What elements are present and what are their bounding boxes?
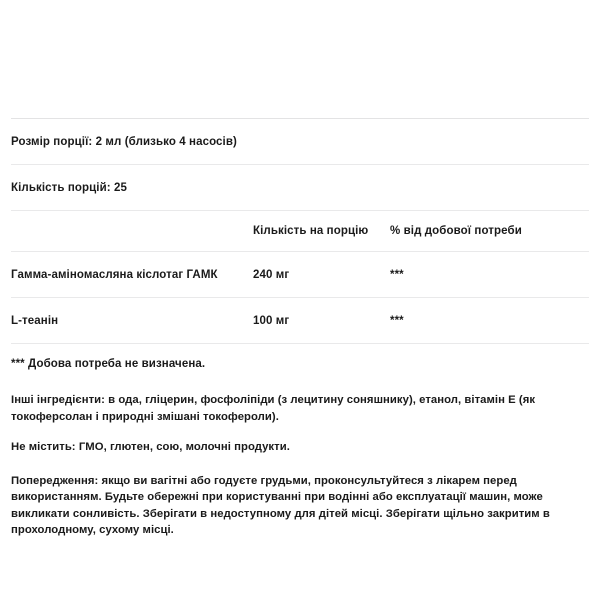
- column-header-percent-daily-value: % від добової потреби: [390, 211, 589, 252]
- ingredient-name: L-теанін: [11, 298, 253, 344]
- other-ingredients-text: Інші інгредієнти: в ода, гліцерин, фосфоліпіди (з лецитину соняшнику), етанол, вітамін E (як токоферсолан і природні змішані токофероли).: [11, 394, 536, 423]
- free-from-text: Не містить: ГМО, глютен, сою, молочні продукти.: [11, 441, 290, 453]
- serving-size-row: [0, 119, 600, 164]
- table-header: [11, 211, 589, 252]
- ingredient-daily-value: ***: [390, 298, 589, 344]
- column-header-amount-per-serving: Кількість на порцію: [253, 211, 390, 252]
- warning-text: Попередження: якщо ви вагітні або годуєте грудьми, проконсультуйтеся з лікарем перед використанням. Будьте обережні при користуванні при водінні або експлуатації машин, може викликати сонливість. Зберігати в недоступному для дітей місці. Зберігати щільно закритим в прохолодному, сухому місці.: [11, 474, 550, 536]
- serving-size-text: Розмір порції: 2 мл (близько 4 насосів): [11, 135, 237, 148]
- top-spacer: [0, 0, 600, 118]
- daily-value-footnote: *** Добова потреба не визначена.: [11, 358, 206, 370]
- ingredient-name: Гамма-аміномасляна кіслотаг ГАМК: [11, 252, 253, 298]
- servings-per-container-row: [0, 165, 600, 210]
- table-header-row: [11, 211, 589, 252]
- column-header-name: [11, 211, 253, 252]
- ingredient-daily-value: ***: [390, 252, 589, 298]
- table-row: [11, 252, 589, 298]
- supplement-facts-table: [11, 211, 589, 344]
- table-row: [11, 298, 589, 344]
- ingredient-amount: 240 мг: [253, 252, 390, 298]
- ingredient-amount: 100 мг: [253, 298, 390, 344]
- servings-per-container-text: Кількість порцій: 25: [11, 181, 127, 194]
- table-body: [11, 252, 589, 344]
